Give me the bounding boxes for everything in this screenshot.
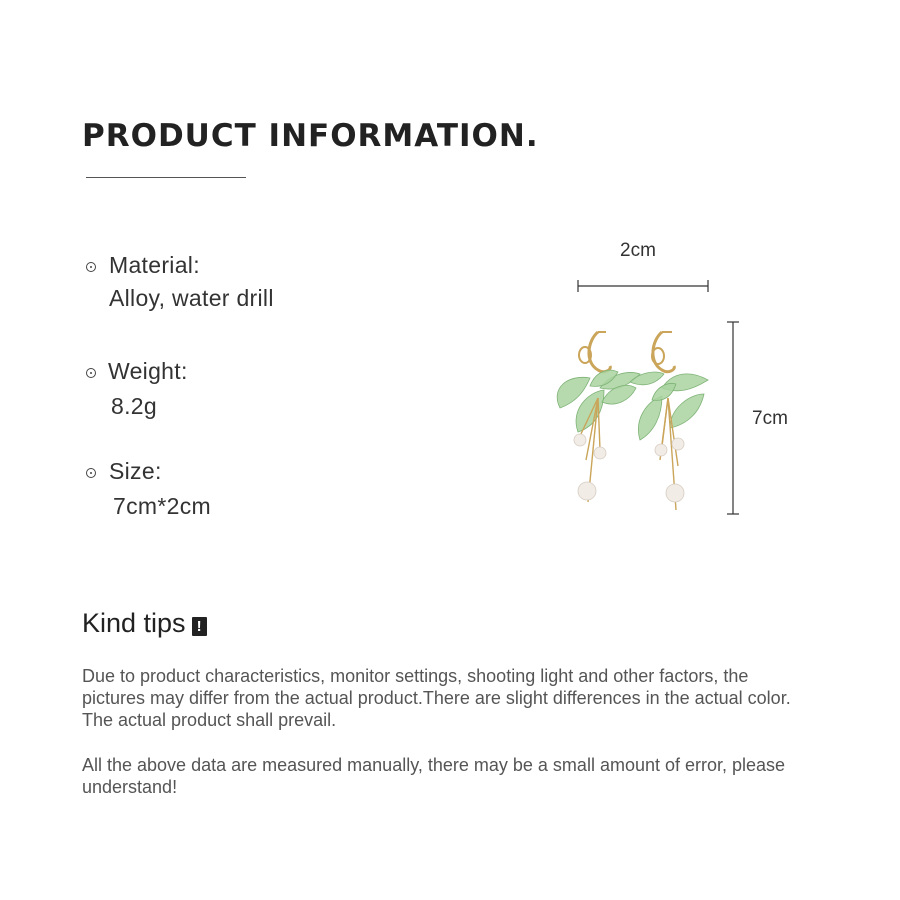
spec-label: Size: (109, 458, 162, 484)
bullet-circle-icon (86, 262, 96, 272)
exclamation-icon: ! (192, 617, 207, 636)
page-title: PRODUCT INFORMATION. (82, 118, 539, 154)
width-dimension-line (578, 280, 708, 292)
spec-label: Material: (109, 252, 200, 278)
title-underline (86, 177, 246, 178)
left-earring (557, 332, 640, 502)
right-earring (630, 332, 708, 510)
tips-paragraph: Due to product characteristics, monitor settings, shooting light and other factors, the pictures may differ from the actual product.There are slight differences in the actual color. The actual product shall prevail. (82, 666, 791, 730)
spec-label: Weight: (108, 358, 188, 384)
spec-value: Alloy, water drill (109, 285, 274, 311)
width-dimension-label: 2cm (620, 240, 656, 261)
bullet-circle-icon (86, 468, 96, 478)
bullet-circle-icon (86, 368, 96, 378)
tips-paragraph: All the above data are measured manually, there may be a small amount of error, please understand! (82, 755, 786, 797)
earrings-product-image (540, 270, 800, 530)
height-dimension-label: 7cm (752, 408, 788, 429)
kind-tips-heading (82, 608, 207, 639)
kind-tips-title: Kind tips (82, 608, 186, 638)
height-dimension-line (727, 322, 739, 514)
spec-value: 8.2g (111, 393, 157, 419)
spec-value: 7cm*2cm (113, 493, 211, 519)
